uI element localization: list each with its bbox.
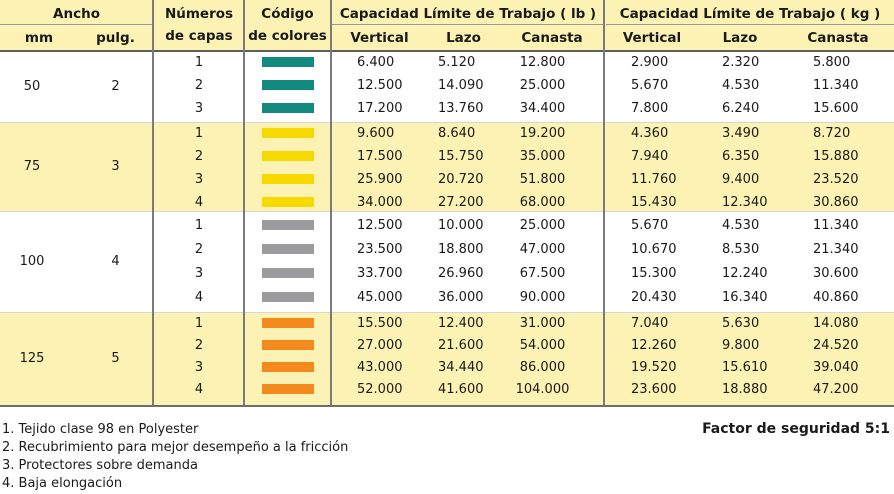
capacity-cell: 21.600 — [438, 338, 484, 353]
capacity-cell: 7.040 — [631, 316, 669, 331]
capas-cell: 4 — [194, 382, 204, 397]
capas-cell: 1 — [194, 316, 204, 331]
color-code-swatch — [262, 384, 314, 394]
color-code-swatch — [262, 103, 314, 113]
width-group — [0, 313, 894, 405]
color-code-swatch — [262, 244, 314, 254]
header-mm: mm — [24, 30, 54, 46]
note-1: 1. Tejido clase 98 en Polyester — [2, 422, 199, 437]
header-capacidad-lb: Capacidad Límite de Trabajo ( lb ) — [339, 6, 597, 22]
capacity-cell: 86.000 — [519, 360, 566, 375]
capacity-cell: 23.520 — [813, 172, 859, 187]
capacity-cell: 25.000 — [519, 78, 566, 93]
capacity-cell: 15.880 — [813, 149, 859, 164]
header-capas-2: de capas — [165, 28, 233, 44]
capacity-cell: 12.500 — [357, 78, 403, 93]
capacity-cell: 2.900 — [631, 55, 669, 70]
capacity-cell: 7.800 — [631, 101, 669, 116]
capacity-cell: 15.500 — [357, 316, 403, 331]
capacity-cell: 47.000 — [519, 242, 566, 257]
color-code-swatch — [262, 292, 314, 302]
table-row — [0, 239, 894, 261]
capacity-cell: 11.760 — [631, 172, 677, 187]
note-2: 2. Recubrimiento para mejor desempeño a la fricción — [2, 440, 349, 455]
width-group — [0, 52, 894, 122]
capacity-cell: 12.260 — [631, 338, 677, 353]
capacity-cell: 36.000 — [438, 290, 484, 305]
capas-cell: 4 — [194, 195, 204, 210]
color-code-swatch — [262, 197, 314, 207]
table-bottom-border — [0, 405, 894, 407]
capacity-cell: 90.000 — [519, 290, 566, 305]
capacity-cell: 15.610 — [722, 360, 768, 375]
table-row — [0, 98, 894, 120]
capacity-cell: 51.800 — [519, 172, 566, 187]
capacity-cell: 6.240 — [722, 101, 760, 116]
capacity-cell: 3.490 — [722, 126, 760, 141]
header-divider-kg — [606, 24, 894, 25]
capacity-cell: 17.200 — [357, 101, 403, 116]
header-codigo-1: Código — [261, 6, 314, 22]
capas-cell: 2 — [194, 242, 204, 257]
capacity-cell: 10.000 — [438, 218, 484, 233]
color-code-swatch — [262, 80, 314, 90]
capacity-cell: 18.800 — [438, 242, 484, 257]
capacity-cell: 35.000 — [519, 149, 566, 164]
capacity-cell: 9.600 — [357, 126, 395, 141]
capacity-cell: 23.500 — [357, 242, 403, 257]
capacity-cell: 6.400 — [357, 55, 395, 70]
capacity-cell: 68.000 — [519, 195, 566, 210]
width-group — [0, 212, 894, 312]
capas-cell: 1 — [194, 55, 204, 70]
capacity-cell: 12.500 — [357, 218, 403, 233]
table-row — [0, 75, 894, 97]
capacity-cell: 2.320 — [722, 55, 760, 70]
ancho-pulg: 5 — [111, 351, 120, 366]
capacity-cell: 52.000 — [357, 382, 403, 397]
capacity-cell: 15.300 — [631, 266, 677, 281]
capas-cell: 2 — [194, 78, 204, 93]
color-code-swatch — [262, 57, 314, 67]
capacity-cell: 30.860 — [813, 195, 859, 210]
table-row — [0, 169, 894, 191]
capacity-cell: 5.630 — [722, 316, 760, 331]
ancho-pulg: 3 — [111, 159, 120, 174]
capacity-cell: 5.800 — [813, 55, 851, 70]
header-pulg: pulg. — [96, 30, 135, 46]
capacity-cell: 47.200 — [813, 382, 859, 397]
ancho-pulg: 2 — [111, 79, 120, 94]
capacity-cell: 8.720 — [813, 126, 851, 141]
capacity-cell: 40.860 — [813, 290, 859, 305]
capacity-cell: 25.900 — [357, 172, 403, 187]
capacity-cell: 12.240 — [722, 266, 768, 281]
capacity-cell: 10.670 — [631, 242, 677, 257]
capacity-cell: 19.200 — [519, 126, 566, 141]
capacity-cell: 12.800 — [519, 55, 566, 70]
color-code-swatch — [262, 151, 314, 161]
table-row — [0, 335, 894, 357]
capacity-cell: 54.000 — [519, 338, 566, 353]
table-row — [0, 215, 894, 237]
capacity-cell: 9.400 — [722, 172, 760, 187]
capacity-cell: 34.440 — [438, 360, 484, 375]
capacity-cell: 15.600 — [813, 101, 859, 116]
capacity-cell: 4.530 — [722, 218, 760, 233]
capas-cell: 3 — [194, 360, 204, 375]
note-3: 3. Protectores sobre demanda — [2, 458, 198, 473]
capacity-cell: 8.530 — [722, 242, 760, 257]
capacity-cell: 67.500 — [519, 266, 566, 281]
header-lb-lazo: Lazo — [446, 30, 481, 46]
header-lb-vertical: Vertical — [350, 30, 409, 46]
column-divider — [603, 0, 605, 407]
header-codigo-2: de colores — [248, 28, 327, 44]
capacity-cell: 14.090 — [438, 78, 484, 93]
capacity-cell: 15.430 — [631, 195, 677, 210]
capacity-cell: 19.520 — [631, 360, 677, 375]
capacity-cell: 20.720 — [438, 172, 484, 187]
header-kg-canasta: Canasta — [807, 30, 869, 46]
table-row — [0, 146, 894, 168]
capacity-cell: 4.530 — [722, 78, 760, 93]
header-capas-1: Números — [164, 6, 234, 22]
capacity-cell: 43.000 — [357, 360, 403, 375]
color-code-swatch — [262, 340, 314, 350]
table-row — [0, 287, 894, 309]
capacity-cell: 4.360 — [631, 126, 669, 141]
capacity-cell: 12.400 — [438, 316, 484, 331]
capacity-cell: 8.640 — [438, 126, 476, 141]
table-row — [0, 52, 894, 74]
capacity-cell: 30.600 — [813, 266, 859, 281]
capas-cell: 3 — [194, 172, 204, 187]
capacity-cell: 27.000 — [357, 338, 403, 353]
capacity-cell: 13.760 — [438, 101, 484, 116]
capacity-cell: 11.340 — [813, 218, 859, 233]
capacity-cell: 34.400 — [519, 101, 566, 116]
capacity-cell: 5.670 — [631, 218, 669, 233]
capacity-cell: 18.880 — [722, 382, 768, 397]
capas-cell: 2 — [194, 338, 204, 353]
factor-seguridad: Factor de seguridad 5:1 — [702, 421, 890, 437]
color-code-swatch — [262, 362, 314, 372]
capacity-cell: 11.340 — [813, 78, 859, 93]
ancho-mm: 75 — [23, 159, 41, 174]
capas-cell: 3 — [194, 266, 204, 281]
capacity-cell: 34.000 — [357, 195, 403, 210]
note-4: 4. Baja elongación — [2, 476, 123, 491]
capacity-cell: 104.000 — [515, 382, 570, 397]
table-row — [0, 123, 894, 145]
capacity-cell: 26.960 — [438, 266, 484, 281]
table-row — [0, 379, 894, 401]
capacity-cell: 15.750 — [438, 149, 484, 164]
capacity-cell: 12.340 — [722, 195, 768, 210]
capacity-cell: 5.120 — [438, 55, 476, 70]
ancho-pulg: 4 — [111, 254, 120, 269]
header-divider-lb — [332, 24, 604, 25]
header-divider-ancho — [0, 24, 153, 25]
header-capacidad-kg: Capacidad Límite de Trabajo ( kg ) — [619, 6, 881, 22]
capacity-cell: 9.800 — [722, 338, 760, 353]
capacity-cell: 5.670 — [631, 78, 669, 93]
capacity-cell: 39.040 — [813, 360, 859, 375]
capas-cell: 3 — [194, 101, 204, 116]
capacity-cell: 27.200 — [438, 195, 484, 210]
capacity-cell: 41.600 — [438, 382, 484, 397]
color-code-swatch — [262, 220, 314, 230]
capacity-cell: 21.340 — [813, 242, 859, 257]
color-code-swatch — [262, 318, 314, 328]
color-code-swatch — [262, 268, 314, 278]
header-kg-vertical: Vertical — [622, 30, 682, 46]
column-divider — [243, 0, 245, 407]
capacity-cell: 16.340 — [722, 290, 768, 305]
header-lb-canasta: Canasta — [521, 30, 583, 46]
capacity-cell: 7.940 — [631, 149, 669, 164]
table-row — [0, 313, 894, 335]
header-kg-lazo: Lazo — [722, 30, 758, 46]
capas-cell: 1 — [194, 126, 204, 141]
capacity-cell: 14.080 — [813, 316, 859, 331]
ancho-mm: 125 — [19, 351, 45, 366]
capacity-cell: 31.000 — [519, 316, 566, 331]
capacity-cell: 20.430 — [631, 290, 677, 305]
capacity-cell: 25.000 — [519, 218, 566, 233]
capacity-cell: 6.350 — [722, 149, 760, 164]
header-ancho: Ancho — [53, 6, 100, 22]
capacity-cell: 33.700 — [357, 266, 403, 281]
width-group — [0, 123, 894, 211]
color-code-swatch — [262, 128, 314, 138]
table-row — [0, 357, 894, 379]
capas-cell: 1 — [194, 218, 204, 233]
ancho-mm: 100 — [19, 254, 45, 269]
column-divider — [152, 0, 154, 407]
capacity-cell: 17.500 — [357, 149, 403, 164]
capas-cell: 4 — [194, 290, 204, 305]
capacity-cell: 24.520 — [813, 338, 859, 353]
color-code-swatch — [262, 174, 314, 184]
capacity-cell: 23.600 — [631, 382, 677, 397]
table-row — [0, 263, 894, 285]
ancho-mm: 50 — [23, 79, 41, 94]
capacity-cell: 45.000 — [357, 290, 403, 305]
column-divider — [330, 0, 332, 407]
capas-cell: 2 — [194, 149, 204, 164]
